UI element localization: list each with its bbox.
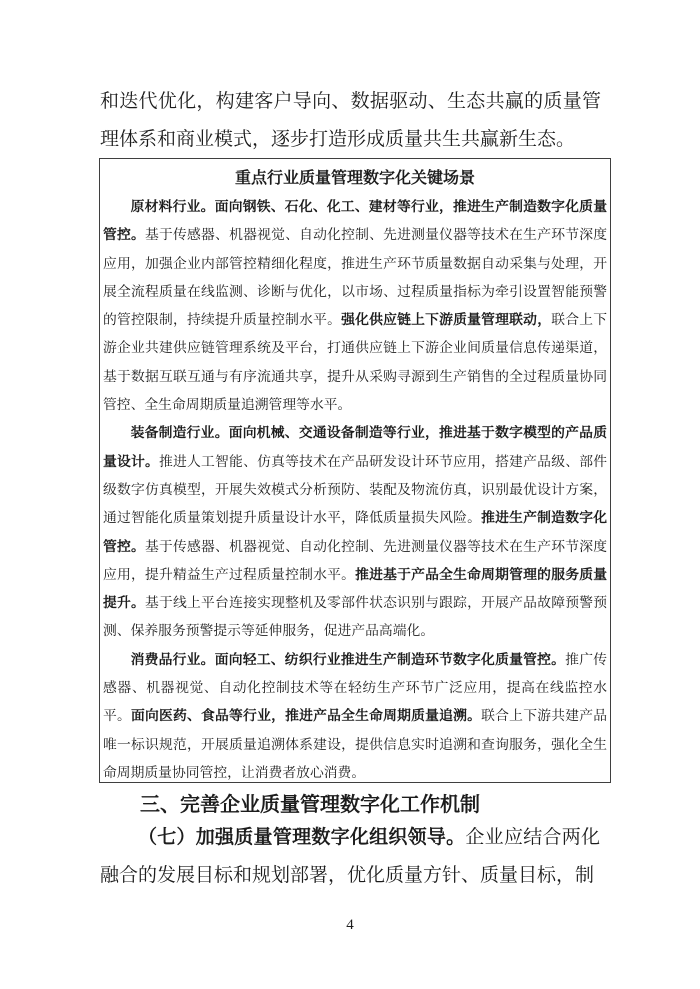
text-segment: 联合上下游共建产品唯一标识规范，开展质量追溯体系建设，提供信息实时追溯和查询服务，强化全生命周期质量协同管控，让消费者放心消费。 [103,708,608,780]
box-title: 重点行业质量管理数字化关键场景 [234,168,475,187]
bold-text-segment: 推进基于产品全生命周期管理的服务质量提升。 [103,566,608,611]
text-segment: 推广传感器、机器视觉、自动化控制技术等在轻纺生产环节广泛应用，提高在线监控水平。 [103,651,608,724]
box-paragraph-consumer-goods [103,646,607,783]
bold-text-segment: 推进生产制造数字化管控。 [103,510,607,554]
page-number: 4 [346,917,354,933]
bold-text-segment: （七）加强质量管理数字化组织领导。 [138,827,466,848]
subsection-paragraph [100,819,600,895]
section-heading: 三、完善企业质量管理数字化工作机制 [140,792,480,816]
text-segment: 基于传感器、机器视觉、自动化控制、先进测量仪器等技术在生产环节深度应用，加强企业内部管控精细化程度，推进生产环节质量数据自动采集与处理，开展全流程质量在线监测、诊断与优化，以市场、过程质量指标为牵引设置智能预警的管控限制，持续提升质量控制水平。 [103,227,608,328]
text-segment: 基于传感器、机器视觉、自动化控制、先进测量仪器等技术在生产环节深度应用，提升精益生产过程质量控制水平。 [103,538,608,582]
intro-paragraph: 和迭代优化，构建客户导向、数据驱动、生态共赢的质量管理体系和商业模式，逐步打造形成质量共生共赢新生态。 [100,91,601,150]
text-segment: 基于线上平台连接实现整机及零部件状态识别与跟踪，开展产品故障预警预测、保养服务预警提示等延伸服务，促进产品高端化。 [103,595,608,639]
box-paragraph-raw-materials [103,193,607,419]
bold-text-segment: 装备制造行业。面向机械、交通设备制造等行业，推进基于数字模型的产品质量设计。 [103,425,607,469]
text-segment: 推进人工智能、仿真等技术在产品研发设计环节应用，搭建产品级、部件级数字仿真模型，开展失效模式分析预防、装配及物流仿真，识别最优设计方案，通过智能化质量策划提升质量设计水平，降低质量损失风险。 [103,453,608,526]
bold-text-segment: 强化供应链上下游质量管理联动， [341,312,552,328]
text-segment: 企业应结合两化融合的发展目标和规划部署，优化质量方针、质量目标，制 [100,827,600,886]
bold-text-segment: 原材料行业。面向钢铁、石化、化工、建材等行业，推进生产制造数字化质量管控。 [103,199,607,243]
section-three [100,789,600,895]
box-paragraph-equipment-manufacturing [103,419,607,645]
text-segment: 联合上下游企业共建供应链管理系统及平台，打通供应链上下游企业间质量信息传递渠道，基于数据互联互通与有序流通共享，提升从采购寻源到生产销售的全过程质量协同管控、全生命周期质量追溯管理等水平。 [103,312,608,413]
key-scenarios-box [99,158,611,783]
bold-text-segment: 消费品行业。面向轻工、纺织行业推进生产制造环节数字化质量管控。 [130,651,566,667]
bold-text-segment: 面向医药、食品等行业，推进产品全生命周期质量追溯。 [131,708,482,724]
